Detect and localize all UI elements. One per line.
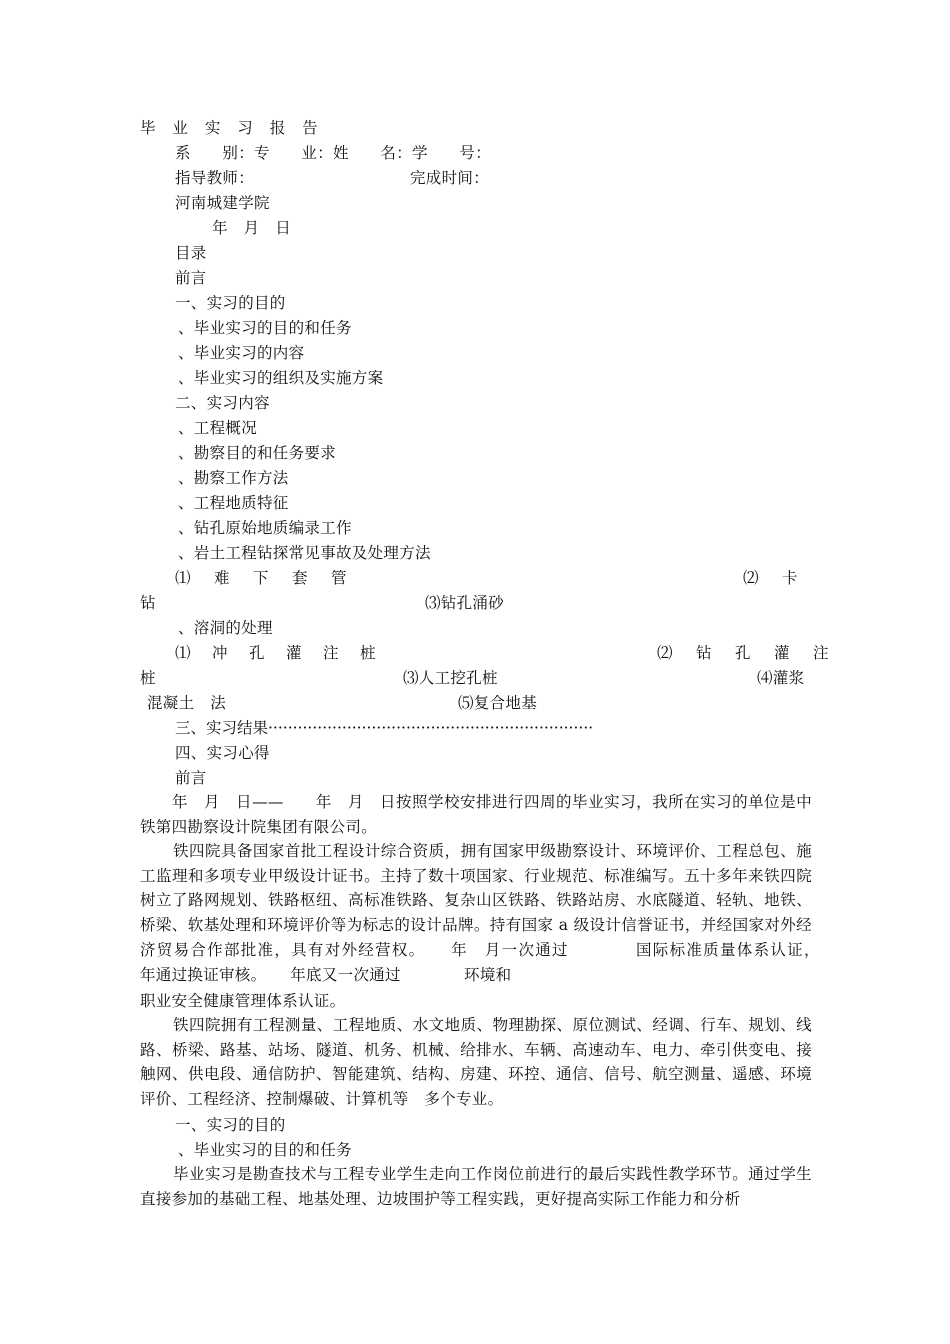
preface-paragraph-2-tail: 职业安全健康管理体系认证。 xyxy=(140,992,346,1010)
finish-time-label: 完成时间： xyxy=(410,169,490,187)
toc-title: 目录 xyxy=(175,244,207,262)
toc-item-2-2: 、勘察目的和任务要求 xyxy=(178,444,337,462)
toc-sub-casing: ⑴ 难 下 套 管 xyxy=(175,569,351,587)
toc-section-2: 二、实习内容 xyxy=(175,394,270,412)
toc-item-2-3: 、勘察工作方法 xyxy=(178,469,289,487)
preface-paragraph-3: 铁四院拥有工程测量、工程地质、水文地质、物理勘探、原位测试、经调、行车、规划、线路、桥梁、路基、站场、隧道、机务、机械、给排水、车辆、高速动车、电力、牵引供变电、接触网、供电段、通信防护、智能建筑、结构、房建、环控、通信、信号、航空测量、遥感、环境评价、工程经济、控制爆破、计算机等 多个专业。 xyxy=(140,1016,812,1109)
section-1-heading: 一、实习的目的 xyxy=(175,1116,286,1134)
toc-sub-punch-pile: ⑴ 冲 孔 灌 注 桩 xyxy=(175,644,379,662)
advisor-label: 指导教师： xyxy=(175,169,255,187)
toc-section-1: 一、实习的目的 xyxy=(175,294,286,312)
toc-sub-composite-foundation: ⑸复合地基 xyxy=(458,694,538,712)
preface-paragraph-1: 年 月 日—— 年 月 日按照学校安排进行四周的毕业实习，我所在实习的单位是中铁第四勘察设计院集团有限公司。 xyxy=(140,793,812,836)
section-1-1-heading: 、毕业实习的目的和任务 xyxy=(178,1141,352,1159)
preface-heading: 前言 xyxy=(175,769,207,787)
preface-paragraph-2: 铁四院具备国家首批工程设计综合资质，拥有国家甲级勘察设计、环境评价、工程总包、施工监理和多项专业甲级设计证书。主持了数十项国家、行业规范、标准编写。五十多年来铁四院树立了路网规划、铁路枢纽、高标准铁路、复杂山区铁路、铁路站房、水底隧道、轻轨、地铁、桥梁、软基处理和环境评价等为标志的设计品牌。持有国家 a 级设计信誉证书，并经国家对外经济贸易合作部批准，具有对外经营权。 年 月一次通过 国际标准质量体系认证， 年通过换证审核。 年底又一次通过 环境和 xyxy=(140,842,844,984)
school-name: 河南城建学院 xyxy=(175,194,270,212)
toc-sub-stuck-drill-a: ⑵ 卡 xyxy=(743,569,802,587)
toc-sub-grouting-a: ⑷灌浆 xyxy=(757,669,805,687)
toc-item-1-2: 、毕业实习的内容 xyxy=(178,344,305,362)
toc-sub-sand-gush: ⑶钻孔涌砂 xyxy=(425,594,505,612)
toc-item-2-4: 、工程地质特征 xyxy=(178,494,289,512)
toc-sub-dug-pile: ⑶人工挖孔桩 xyxy=(403,669,498,687)
section-1-1-paragraph: 毕业实习是勘查技术与工程专业学生走向工作岗位前进行的最后实践性教学环节。通过学生直接参加的基础工程、地基处理、边坡围护等工程实践，更好提高实际工作能力和分析 xyxy=(140,1165,812,1208)
info-line: 系 别：专 业：姓 名：学 号： xyxy=(175,144,492,162)
toc-item-2-7: 、溶洞的处理 xyxy=(178,619,273,637)
toc-item-1-1: 、毕业实习的目的和任务 xyxy=(178,319,352,337)
toc-section-3: 三、实习结果·································································· xyxy=(175,719,594,737)
toc-item-2-1: 、工程概况 xyxy=(178,419,258,437)
toc-sub-stuck-drill-b: 钻 xyxy=(140,594,156,612)
toc-preface: 前言 xyxy=(175,269,207,287)
toc-sub-bored-pile-a: ⑵ 钻 孔 灌 注 xyxy=(657,644,833,662)
report-title: 毕 业 实 习 报 告 xyxy=(140,119,324,137)
toc-item-2-5: 、钻孔原始地质编录工作 xyxy=(178,519,352,537)
toc-sub-bored-pile-b: 桩 xyxy=(140,669,156,687)
report-date: 年 月 日 xyxy=(212,219,292,237)
toc-item-2-6: 、岩土工程钻探常见事故及处理方法 xyxy=(178,544,431,562)
toc-sub-grouting-b: 混凝土 法 xyxy=(147,694,227,712)
toc-item-1-3: 、毕业实习的组织及实施方案 xyxy=(178,369,384,387)
toc-section-4: 四、实习心得 xyxy=(175,744,270,762)
